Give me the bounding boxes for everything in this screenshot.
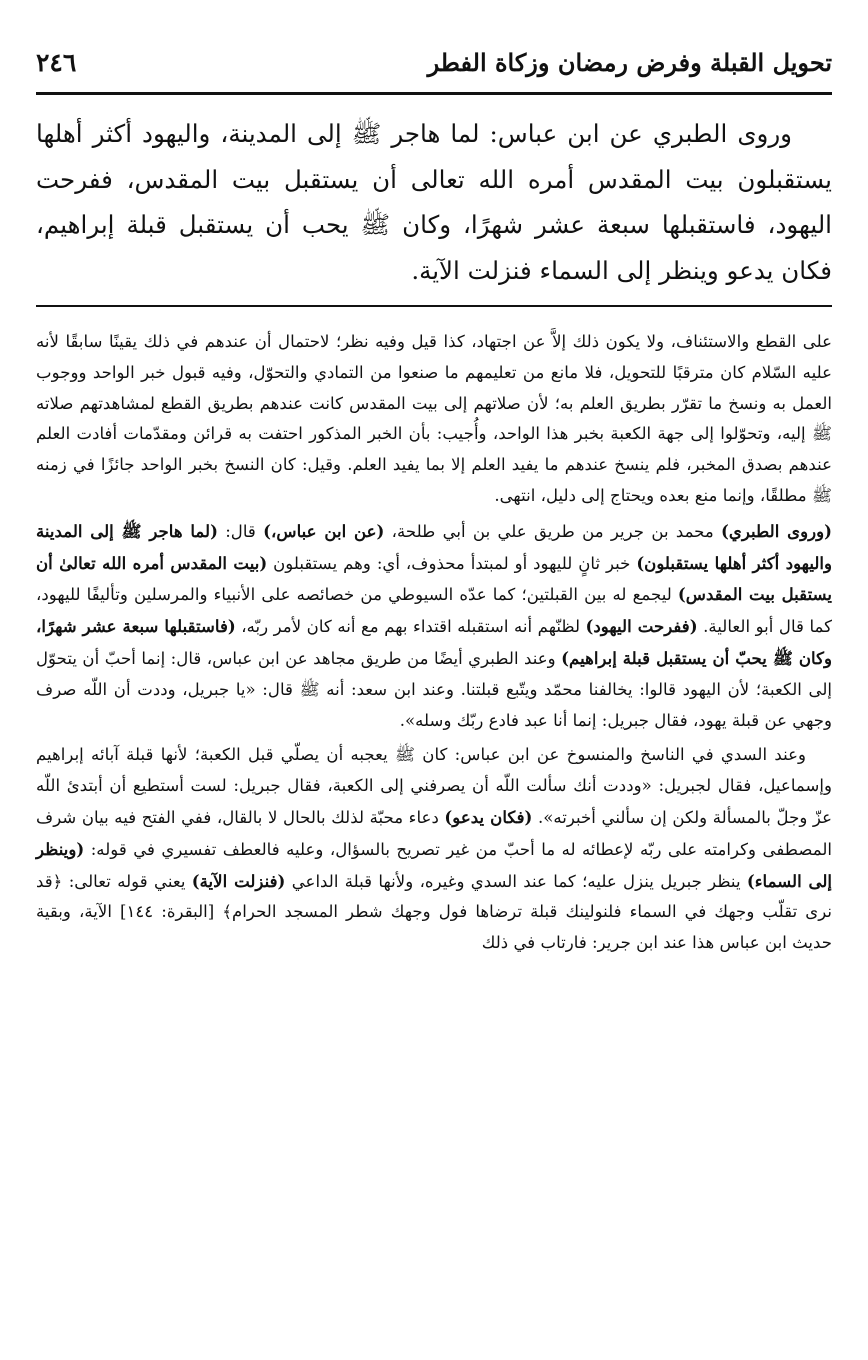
quoted-text: (ففرحت اليهود) xyxy=(585,616,698,637)
quoted-text: (عن ابن عباس،) xyxy=(263,520,385,541)
quoted-text: (بيت المقدس أمره الله تعالىٰ أن يستقبل بيت المقدس) xyxy=(36,552,832,605)
page-header xyxy=(36,48,832,90)
quoted-text: (وينظر إلى السماء) xyxy=(36,838,833,891)
header-rule xyxy=(36,92,832,95)
commentary-paragraph-3: وعند السدي في الناسخ والمنسوخ عن ابن عباس: كان ﷺ يعجبه أن يصلّي قبل الكعبة؛ لأنها قبلة آبائه إبراهيم وإسماعيل، فقال لجبريل: «وددت أنك سألت اللّه أن يصرفني إلى الكعبة، فقال جبريل: لست أستطيع أن أبتدئ اللّه عزّ وجلّ بالمسألة ولكن إن سألني أخبرته». (فكان يدعو) دعاء محبّة لذلك بالحال لا بالقال، ففي الفتح فيه بيان شرف المصطفى وكرامته على ربّه لإعطائه له ما أحبّ من غير تصريح بالسؤال، وعليه فالعطف تفسيري في قوله: (وينظر إلى السماء) ينظر جبريل ينزل عليه؛ كما عند السدي وغيره، ولأنها قبلة الداعي (فنزلت الآية) يعني قوله تعالى: ﴿قد نرى تقلّب وجهك في السماء فلنولينك قبلة ترضاها فول وجهك شطر المسجد الحرام﴾ [البقرة: ١٤٤] الآية، وبقية حديث ابن عباس هذا عند ابن جرير: فارتاب في ذلك xyxy=(36,745,833,953)
quoted-text: (فكان يدعو) xyxy=(444,806,533,827)
quoted-text: (لما هاجر ﷺ إلى المدينة واليهود أكثر أهلها يستقبلون) xyxy=(36,520,833,573)
book-page xyxy=(36,48,832,963)
section-divider xyxy=(36,305,832,307)
hadith-text: وروى الطبري عن ابن عباس: لما هاجر ﷺ إلى المدينة، واليهود أكثر أهلها يستقبلون بيت المقدس أمره الله تعالى أن يستقبل بيت المقدس، ففرحت اليهود، فاستقبلها سبعة عشر شهرًا، وكان ﷺ يحب أن يستقبل قبلة إبراهيم، فكان يدعو وينظر إلى السماء فنزلت الآية. xyxy=(36,119,832,285)
quoted-text: (وروى الطبري) xyxy=(721,520,832,541)
page-number: ٢٤٦ xyxy=(36,48,77,77)
commentary-paragraph-2: (وروى الطبري) محمد بن جرير من طريق علي بن أبي طلحة، (عن ابن عباس،) قال: (لما هاجر ﷺ إلى المدينة واليهود أكثر أهلها يستقبلون) خبر ثانٍ لليهود أو لمبتدأ محذوف، أي: وهم يستقبلون (بيت المقدس أمره الله تعالىٰ أن يستقبل بيت المقدس) ليجمع له بين القبلتين؛ كما عدّه السيوطي من خصائصه على الأنبياء والمرسلين وتأليفًا لليهود، كما قال أبو العالية. (ففرحت اليهود) لظنّهم أنه استقبله اقتداء بهم مع أنه كان لأمر ربّه، (فاستقبلها سبعة عشر شهرًا، وكان ﷺ يحبّ أن يستقبل قبلة إبراهيم) وعند الطبري أيضًا من طريق مجاهد عن ابن عباس، قال: إنما أحبّ أن يتحوّل إلى الكعبة؛ لأن اليهود قالوا: يخالفنا محمّد ويتّبع قبلتنا. وعند ابن سعد: أنه ﷺ قال: «يا جبريل، وددت أن اللّه صرف وجهي عن قبلة يهود، فقال جبريل: إنما أنا عبد فادع ربّك وسله». xyxy=(36,520,833,730)
quoted-text: (فاستقبلها سبعة عشر شهرًا، وكان ﷺ يحبّ أن يستقبل قبلة إبراهيم) xyxy=(36,616,832,668)
running-title: تحويل القبلة وفرض رمضان وزكاة الفطر xyxy=(427,48,832,77)
commentary xyxy=(36,327,832,959)
commentary-paragraph-1: على القطع والاستئناف، ولا يكون ذلك إلاَّ عن اجتهاد، كذا قيل وفيه نظر؛ لاحتمال أن عندهم في ذلك يقينًا سابقًا لأنه عليه السّلام كان مترقبًا للتحويل، فلا مانع من تعليمهم ما صنعوا من التمادي والتحوّل، وفيه قبول خبر الواحد ووجوب العمل به ونسخ ما تقرّر بطريق العلم به؛ لأن صلاتهم إلى بيت المقدس كانت عندهم بطريق القطع لمشاهدتهم صلاته ﷺ إليه، وتحوّلوا إلى جهة الكعبة بخبر هذا الواحد، وأُجيب: بأن الخبر المذكور احتفت به قرائن ومقدّمات أفادت العلم عندهم بصدق المخبر، فلم ينسخ عندهم ما يفيد العلم إلا بما يفيد العلم. وقيل: كان النسخ بخبر الواحد جائزًا في زمنه ﷺ مطلقًا، وإنما منع بعده ويحتاج إلى دليل، انتهى. xyxy=(36,332,832,505)
quoted-text: (فنزلت الآية) xyxy=(191,870,286,891)
